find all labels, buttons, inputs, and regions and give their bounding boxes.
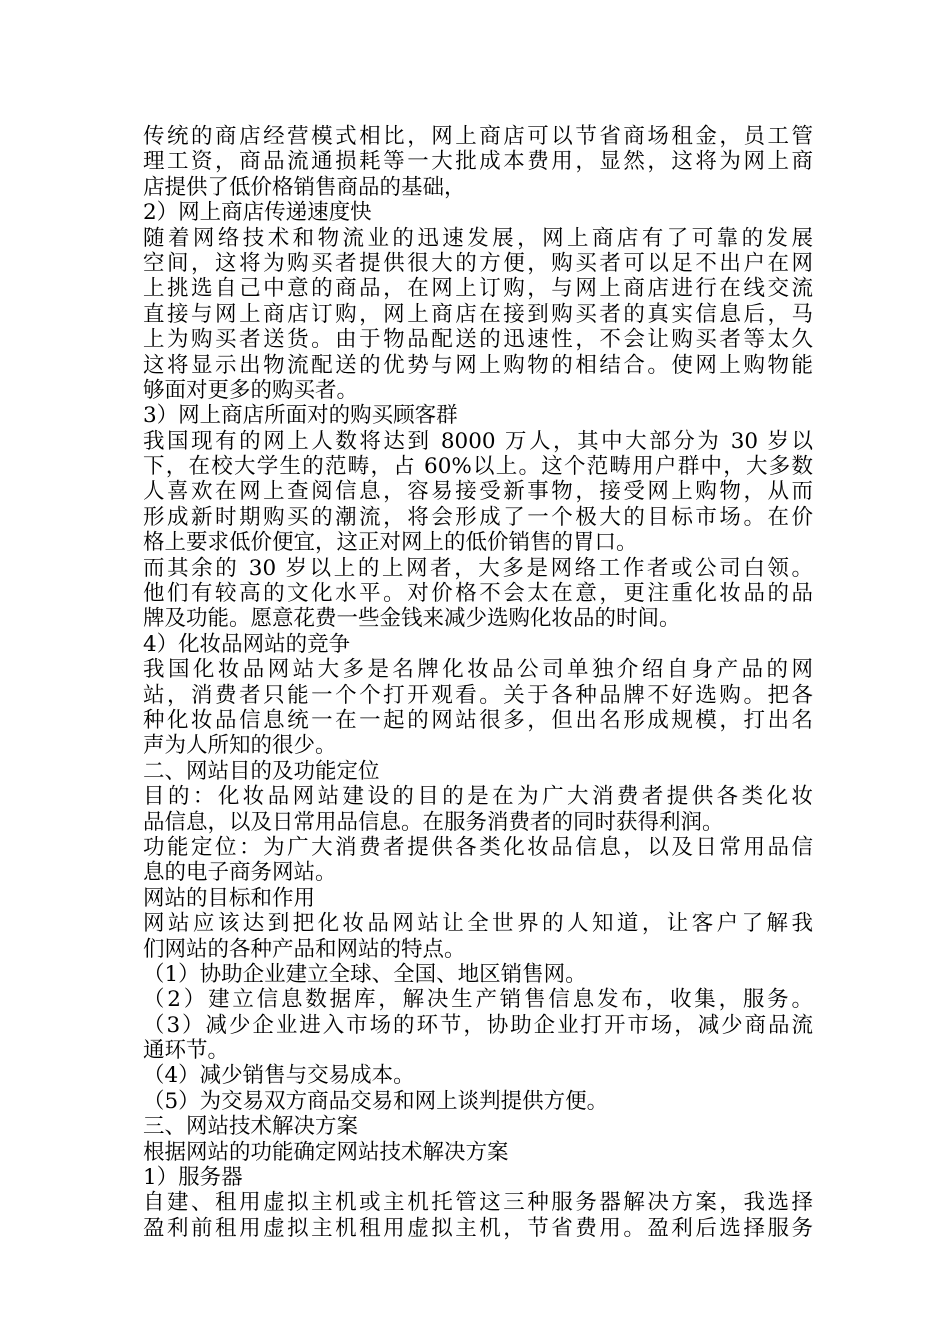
text-line: 理工资，商品流通损耗等一大批成本费用，显然，这将为网上商 (143, 149, 813, 175)
text-line: 我国化妆品网站大多是名牌化妆品公司单独介绍自身产品的网 (143, 657, 813, 683)
text-line: 品信息，以及日常用品信息。在服务消费者的同时获得利润。 (143, 809, 724, 835)
text-line: 种化妆品信息统一在一起的网站很多，但出名形成规模，打出名 (143, 707, 813, 733)
text-line: 二、网站目的及功能定位 (143, 758, 380, 784)
text-line: 我国现有的网上人数将达到 8000 万人，其中大部分为 30 岁以 (143, 428, 813, 454)
text-line: 格上要求低价便宜，这正对网上的低价销售的胃口。 (143, 530, 638, 556)
text-line: 下，在校大学生的范畴，占 60%以上。这个范畴用户群中，大多数 (143, 454, 813, 480)
text-line: （5）为交易双方商品交易和网上谈判提供方便。 (143, 1088, 609, 1114)
text-line: 空间，这将为购买者提供很大的方便，购买者可以足不出户在网 (143, 250, 813, 276)
text-line: 们网站的各种产品和网站的特点。 (143, 936, 466, 962)
text-line: 目的：化妆品网站建设的目的是在为广大消费者提供各类化妆 (143, 784, 813, 810)
text-line: 自建、租用虚拟主机或主机托管这三种服务器解决方案，我选择 (143, 1190, 813, 1216)
text-line: 4）化妆品网站的竞争 (143, 631, 351, 657)
text-line: （1）协助企业建立全球、全国、地区销售网。 (143, 961, 587, 987)
text-line: 1）服务器 (143, 1165, 243, 1191)
text-line: 盈利前租用虚拟主机租用虚拟主机，节省费用。盈利后选择服务 (143, 1215, 813, 1241)
text-line: （3）减少企业进入市场的环节，协助企业打开市场，减少商品流 (143, 1012, 813, 1038)
text-line: 网站的目标和作用 (143, 885, 316, 911)
text-line: 功能定位：为广大消费者提供各类化妆品信息，以及日常用品信 (143, 834, 813, 860)
text-line: （4）减少销售与交易成本。 (143, 1063, 415, 1089)
text-line: 他们有较高的文化水平。对价格不会太在意，更注重化妆品的品 (143, 581, 813, 607)
text-line: 通环节。 (143, 1038, 230, 1064)
text-line: 息的电子商务网站。 (143, 860, 337, 886)
text-line: 人喜欢在网上查阅信息，容易接受新事物，接受网上购物，从而 (143, 479, 813, 505)
text-line: 三、网站技术解决方案 (143, 1114, 359, 1140)
text-line: 传统的商店经营模式相比，网上商店可以节省商场租金，员工管 (143, 124, 813, 149)
text-line: （2）建立信息数据库，解决生产销售信息发布，收集，服务。 (143, 987, 813, 1013)
text-line: 随着网络技术和物流业的迅速发展，网上商店有了可靠的发展 (143, 225, 813, 251)
text-line: 2）网上商店传递速度快 (143, 200, 372, 226)
text-line: 而其余的 30 岁以上的上网者，大多是网络工作者或公司白领。 (143, 555, 813, 581)
text-line: 上挑选自己中意的商品，在网上订购，与网上商店进行在线交流 (143, 276, 813, 302)
text-line: 根据网站的功能确定网站技术解决方案 (143, 1139, 509, 1165)
text-line: 站，消费者只能一个个打开观看。关于各种品牌不好选购。把各 (143, 682, 813, 708)
document-body (143, 124, 813, 1241)
text-line: 上为购买者送货。由于物品配送的迅速性，不会让购买者等太久 (143, 327, 813, 353)
text-line: 够面对更多的购买者。 (143, 377, 359, 403)
text-line: 形成新时期购买的潮流，将会形成了一个极大的目标市场。在价 (143, 504, 813, 530)
text-line: 3）网上商店所面对的购买顾客群 (143, 403, 458, 429)
text-line: 直接与网上商店订购，网上商店在接到购买者的真实信息后，马 (143, 301, 813, 327)
text-line: 这将显示出物流配送的优势与网上购物的相结合。使网上购物能 (143, 352, 813, 378)
text-line: 店提供了低价格销售商品的基础， (143, 174, 466, 200)
text-line: 声为人所知的很少。 (143, 733, 337, 759)
text-line: 牌及功能。愿意花费一些金钱来减少选购化妆品的时间。 (143, 606, 681, 632)
text-line: 网站应该达到把化妆品网站让全世界的人知道，让客户了解我 (143, 911, 813, 937)
